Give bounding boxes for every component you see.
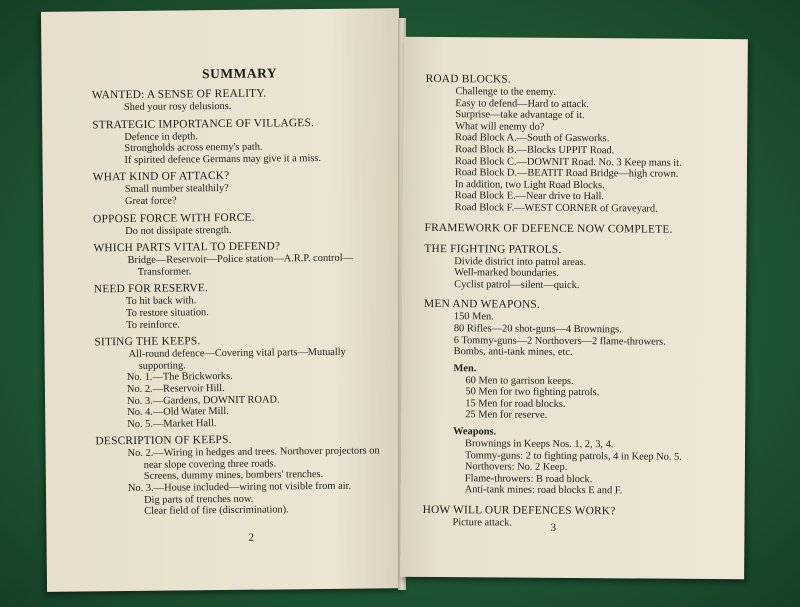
section-how-work: [422, 504, 730, 531]
section-reserve: [94, 281, 390, 332]
section-line: In addition, two Light Road Blocks.: [454, 178, 605, 191]
subsection-weapons: [423, 426, 731, 498]
section-heading: OPPOSE FORCE WITH FORCE.: [93, 211, 255, 225]
line-text: Defence in depth.: [124, 130, 198, 143]
section-men-weapons: [424, 298, 732, 360]
subsection-heading: Men.: [453, 362, 477, 375]
section-line: Dig parts of trenches now.: [144, 493, 254, 506]
right-page: [400, 37, 748, 579]
section-line: No. 2.—Wiring in hedges and trees. Northover projectors on near slope covering three roads.: [127, 445, 380, 471]
section-line: Northovers: No. 2 Keep.: [464, 461, 568, 474]
section-line: Road Block F.—WEST CORNER of Graveyard.: [454, 202, 658, 215]
section-line: Road Block D.—BEATIT Road Bridge—high crown.: [454, 167, 679, 180]
keep-item: No. 5.—Market Hall.: [127, 417, 217, 430]
line-text: Strongholds across enemy's path.: [124, 141, 263, 155]
section-line: 50 Men for two fighting patrols.: [465, 386, 600, 399]
section-description-keeps: [95, 433, 392, 519]
section-heading: MEN AND WEAPONS.: [423, 298, 541, 312]
section-line: 80 Rifles—20 shot-guns—4 Brownings.: [453, 323, 622, 336]
section-line: Bombs, anti-tank mines, etc.: [453, 346, 573, 359]
section-line: Tommy-guns: 2 to fighting patrols, 4 in Keep No. 5.: [464, 449, 682, 463]
section-line: 150 Men.: [453, 311, 494, 323]
section-line: Anti-tank mines: road blocks E and F.: [464, 484, 623, 497]
section-framework: [425, 221, 733, 236]
section-heading: DESCRIPTION OF KEEPS.: [95, 434, 232, 448]
section-line: Clear field of fire (discrimination).: [144, 504, 289, 518]
page-title: SUMMARY: [202, 65, 278, 82]
section-line: To hit back with.: [125, 295, 197, 308]
section-wanted: [92, 86, 388, 114]
section-line: Brownings in Keeps Nos. 1, 2, 3, 4.: [465, 438, 614, 451]
section-line: Bridge—Reservoir—Police station—A.R.P. control—Transformer.: [127, 252, 354, 278]
section-line: Picture attack.: [452, 517, 512, 529]
page-number: 3: [550, 521, 557, 534]
section-heading: ROAD BLOCKS.: [425, 72, 511, 86]
section-line: Divide district into patrol areas.: [454, 255, 587, 268]
section-line: Road Block E.—Near drive to Hall.: [454, 190, 605, 203]
keep-item: No. 3.—Gardens, DOWNIT ROAD.: [126, 393, 280, 407]
subsection-men: [423, 363, 731, 424]
section-heading: WHICH PARTS VITAL TO DEFEND?: [93, 240, 281, 255]
section-heading: SITING THE KEEPS.: [94, 335, 201, 349]
section-line: Cyclist patrol—silent—quick.: [454, 278, 580, 291]
section-line: Road Block A.—South of Gasworks.: [455, 132, 610, 145]
section-line: 6 Tommy-guns—2 Northovers—2 flame-throwers.: [453, 334, 666, 348]
section-line: To reinforce.: [126, 318, 180, 331]
section-line: To restore situation.: [126, 307, 209, 319]
section-line: Great force?: [124, 195, 177, 207]
section-vital-parts: [93, 239, 389, 278]
section-line: Small number stealthily?: [124, 183, 229, 196]
section-line: No. 3.—House included—wiring not visible from air.: [127, 480, 352, 495]
section-line: Road Block C.—DOWNIT Road. No. 3 Keep mans it.: [454, 155, 682, 169]
section-siting-keeps: [94, 333, 391, 430]
section-line: Challenge to the enemy.: [455, 86, 556, 98]
keep-item: No. 4.—Old Water Mill.: [127, 406, 229, 419]
section-heading: STRATEGIC IMPORTANCE OF VILLAGES.: [92, 116, 315, 131]
section-line: Shed your rosy delusions.: [123, 100, 232, 114]
section-line: Do not dissipate strength.: [125, 224, 232, 237]
section-line: Well-marked boundaries.: [454, 267, 560, 280]
section-oppose-force: [93, 210, 389, 238]
section-line: 60 Men to garrison keeps.: [465, 374, 574, 387]
section-villages: [92, 116, 388, 167]
section-heading: WHAT KIND OF ATTACK?: [92, 170, 230, 184]
section-heading: HOW WILL OUR DEFENCES WORK?: [422, 503, 616, 518]
section-line: Screens, dummy mines, bombers' trenches.: [143, 469, 324, 483]
section-line: 15 Men for road blocks.: [465, 398, 566, 410]
section-fighting-patrols: [424, 242, 732, 292]
section-line: Surprise—take advantage of it.: [455, 109, 585, 122]
section-attack-kind: [93, 169, 389, 208]
section-road-blocks: [425, 73, 734, 216]
section-heading: FRAMEWORK OF DEFENCE NOW COMPLETE.: [424, 221, 673, 236]
section-line: [92, 152, 388, 167]
keep-item: No. 2.—Reservoir Hill.: [126, 382, 225, 395]
left-page: [41, 8, 405, 592]
section-heading: WANTED: A SENSE OF REALITY.: [91, 87, 267, 102]
page-number: 2: [248, 531, 255, 544]
section-line: Flame-throwers: B road block.: [464, 473, 593, 485]
section-line: Road Block B.—Blocks UPPIT Road.: [455, 144, 615, 157]
section-line: What will enemy do?: [455, 120, 545, 133]
section-line: All-round defence—Covering vital parts—Mutually supporting.: [128, 346, 346, 372]
subsection-heading: Weapons.: [453, 426, 497, 438]
section-heading: THE FIGHTING PATROLS.: [424, 242, 562, 256]
section-heading: NEED FOR RESERVE.: [93, 282, 209, 296]
section-line: Easy to defend—Hard to attack.: [455, 97, 590, 110]
line-text: If spirited defence Germans may give it a miss.: [124, 152, 322, 166]
section-line: 25 Men for reserve.: [465, 409, 548, 422]
keep-item: No. 1.—The Brickworks.: [126, 371, 233, 384]
